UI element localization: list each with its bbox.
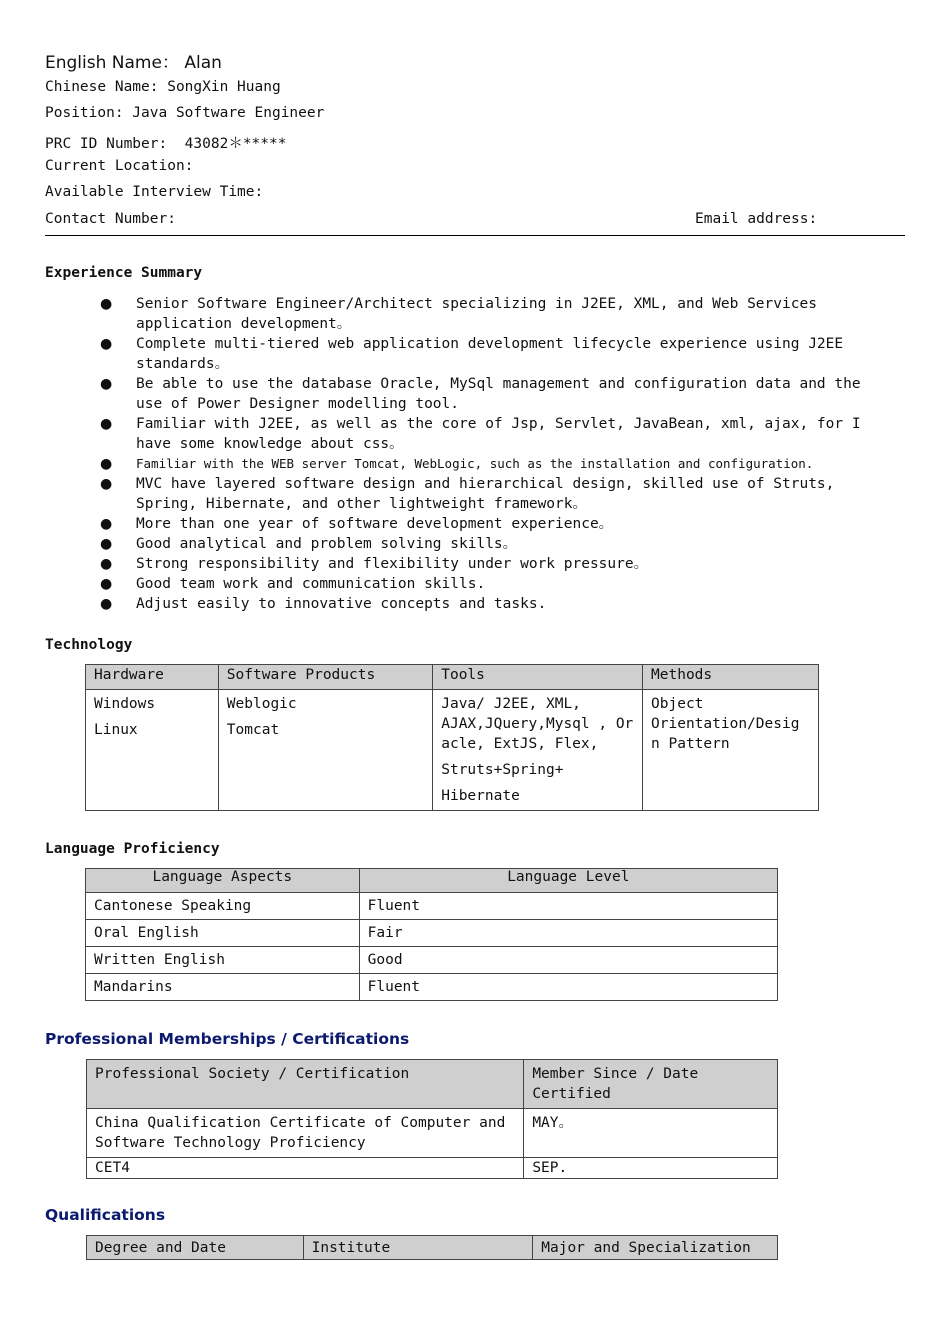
column-header: Language Aspects xyxy=(86,869,360,893)
tools-item: acle, ExtJS, Flex, xyxy=(441,736,599,752)
bullet-icon: ● xyxy=(100,476,113,492)
software-cell xyxy=(218,690,432,811)
bullet-icon: ● xyxy=(100,336,113,352)
bullet-icon: ● xyxy=(100,536,113,552)
tools-item: Struts+Spring+ xyxy=(441,762,564,778)
table-cell: Mandarins xyxy=(86,974,360,1001)
table-row xyxy=(86,690,819,811)
language-proficiency-heading: Language Proficiency xyxy=(45,841,220,857)
list-item: ● Familiar with J2EE, as well as the core of Jsp, Servlet, JavaBean, xml, ajax, for I have some knowledge about css。 xyxy=(100,416,861,452)
column-header: Hardware xyxy=(86,665,219,690)
column-header: Institute xyxy=(303,1236,533,1260)
list-item: ● More than one year of software development experience。 xyxy=(100,516,614,532)
tools-item: Java/ J2EE, XML, xyxy=(441,696,581,712)
bullet-icon: ● xyxy=(100,416,113,432)
column-header: Methods xyxy=(643,665,819,690)
bullet-icon: ● xyxy=(100,456,113,472)
position: Position: Java Software Engineer xyxy=(45,105,325,121)
table-header-row xyxy=(87,1060,778,1109)
email-address: Email address: xyxy=(695,211,818,227)
list-item: ● Strong responsibility and flexibility under work pressure。 xyxy=(100,556,649,572)
english-name: English Name： Alan xyxy=(45,53,222,73)
list-item: ● Be able to use the database Oracle, MySql management and configuration data and the use of Power Designer modelling tool. xyxy=(100,376,861,412)
table-cell: SEP. xyxy=(524,1158,778,1179)
hardware-item: Linux xyxy=(94,722,138,738)
tools-cell xyxy=(433,690,643,811)
table-cell: China Qualification Certificate of Computer and Software Technology Proficiency xyxy=(87,1109,524,1158)
bullet-icon: ● xyxy=(100,556,113,572)
table-row xyxy=(86,947,778,974)
memberships-table xyxy=(86,1059,778,1179)
column-header: Professional Society / Certification xyxy=(87,1060,524,1109)
column-header: Major and Specialization xyxy=(533,1236,778,1260)
table-cell: MAY。 xyxy=(524,1109,778,1158)
available-interview-time: Available Interview Time: xyxy=(45,184,264,200)
table-cell: Oral English xyxy=(86,920,360,947)
list-item: ● Adjust easily to innovative concepts and tasks. xyxy=(100,596,547,612)
software-item: Tomcat xyxy=(226,722,280,738)
table-cell: Good xyxy=(359,947,777,974)
memberships-heading: Professional Memberships / Certifications xyxy=(45,1030,410,1048)
qualifications-heading: Qualifications xyxy=(45,1206,166,1224)
column-header: Software Products xyxy=(218,665,432,690)
tools-item: Hibernate xyxy=(441,788,520,804)
table-cell: CET4 xyxy=(87,1158,524,1179)
list-item: ● MVC have layered software design and hierarchical design, skilled use of Struts, Spring, Hibernate, and other lightweight framework。 xyxy=(100,476,835,512)
contact-number: Contact Number: xyxy=(45,211,176,227)
bullet-icon: ● xyxy=(100,376,113,392)
list-item: ● Good team work and communication skills. xyxy=(100,576,486,592)
qualifications-table xyxy=(86,1235,778,1260)
tools-item: AJAX,JQuery,Mysql , Or xyxy=(441,716,634,732)
methods-item: n Pattern xyxy=(651,736,730,752)
table-cell: Fair xyxy=(359,920,777,947)
column-header: Member Since / Date Certified xyxy=(524,1060,778,1109)
technology-table xyxy=(85,664,819,811)
header-divider xyxy=(45,235,905,236)
table-header-row xyxy=(87,1236,778,1260)
current-location: Current Location: xyxy=(45,158,194,174)
table-cell: Cantonese Speaking xyxy=(86,893,360,920)
list-item: ● Senior Software Engineer/Architect specializing in J2EE, XML, and Web Services application development。 xyxy=(100,296,817,332)
list-item: ● Familiar with the WEB server Tomcat, WebLogic, such as the installation and configuration. xyxy=(100,456,814,472)
column-header: Tools xyxy=(433,665,643,690)
table-header-row xyxy=(86,665,819,690)
hardware-item: Windows xyxy=(94,696,156,712)
bullet-icon: ● xyxy=(100,596,113,612)
table-row xyxy=(87,1158,778,1179)
prc-id-number: PRC ID Number: 43082＊***** xyxy=(45,136,287,152)
methods-item: Object xyxy=(651,696,704,712)
column-header: Language Level xyxy=(359,869,777,893)
table-row xyxy=(86,920,778,947)
technology-heading: Technology xyxy=(45,637,133,653)
experience-summary-heading: Experience Summary xyxy=(45,265,203,281)
table-header-row xyxy=(86,869,778,893)
table-cell: Written English xyxy=(86,947,360,974)
bullet-icon: ● xyxy=(100,576,113,592)
list-item: ● Good analytical and problem solving skills。 xyxy=(100,536,518,552)
table-row xyxy=(86,893,778,920)
bullet-icon: ● xyxy=(100,516,113,532)
table-cell: Fluent xyxy=(359,974,777,1001)
table-cell: Fluent xyxy=(359,893,777,920)
list-item: ● Complete multi-tiered web application development lifecycle experience using J2EE standards。 xyxy=(100,336,844,372)
methods-item: Orientation/Desig xyxy=(651,716,800,732)
hardware-cell xyxy=(86,690,219,811)
chinese-name: Chinese Name: SongXin Huang xyxy=(45,79,281,95)
bullet-icon: ● xyxy=(100,296,113,312)
column-header: Degree and Date xyxy=(87,1236,304,1260)
language-table xyxy=(85,868,778,1001)
table-row xyxy=(86,974,778,1001)
experience-list xyxy=(100,294,890,614)
table-row xyxy=(87,1109,778,1158)
software-item: Weblogic xyxy=(226,696,297,712)
methods-cell xyxy=(643,690,819,811)
